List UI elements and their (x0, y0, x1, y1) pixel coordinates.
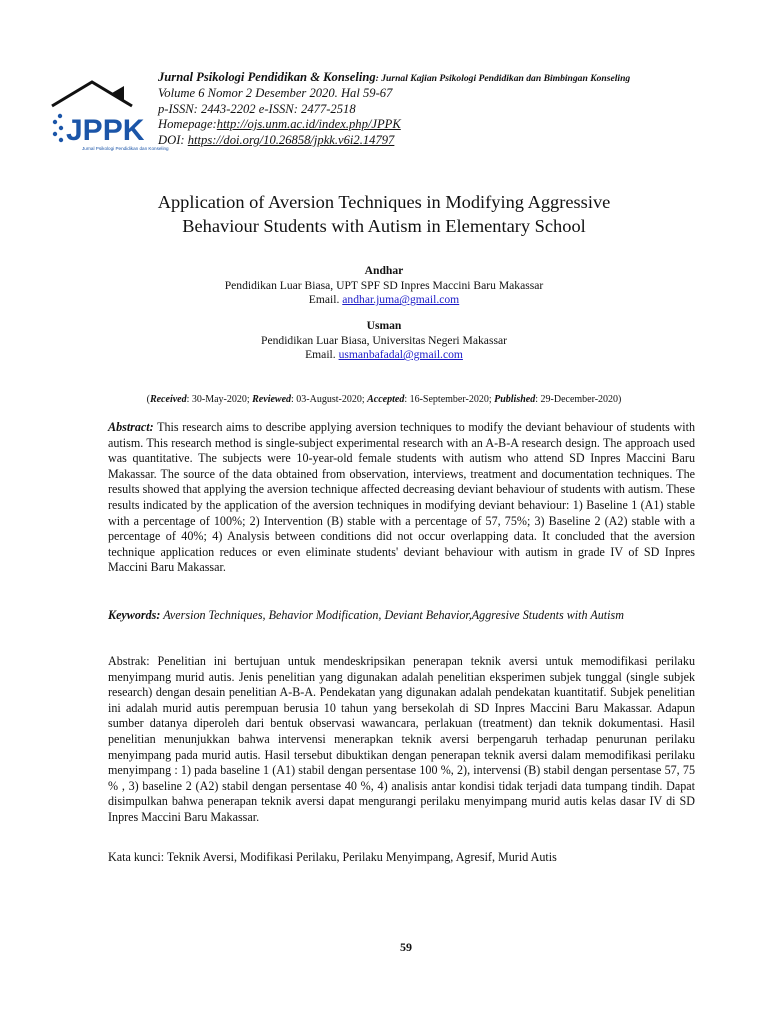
reviewed-label: Reviewed (252, 394, 292, 405)
title-line-2: Behaviour Students with Autism in Elementary School (182, 216, 586, 236)
keywords (108, 608, 695, 624)
journal-issn: p-ISSN: 2443-2202 e-ISSN: 2477-2518 (158, 101, 356, 116)
received-date: : 30-May-2020; (186, 394, 253, 405)
author-block-1 (60, 264, 708, 308)
author-affiliation: Pendidikan Luar Biasa, UPT SPF SD Inpres Maccini Baru Makassar (224, 278, 544, 292)
page-number: 59 (400, 940, 412, 954)
submission-dates: (Received: 30-May-2020; Reviewed: 03-August-2020; Accepted: 16-September-2020; Published: 29-December-2020) (146, 394, 622, 405)
paper-title (60, 190, 708, 238)
journal-name: Jurnal Psikologi Pendidikan & Konseling (158, 70, 376, 84)
accepted-label: Accepted (367, 394, 405, 405)
email-label: Email. (305, 348, 339, 362)
logo-caption: Jurnal Psikologi Pendidikan dan Konseling (82, 146, 169, 151)
abstract-label: Abstract: (108, 420, 154, 434)
email-label: Email. (308, 293, 343, 307)
author-name: Andhar (364, 264, 404, 277)
abstract-text: This research aims to describe applying aversion techniques to modify the deviant behaviour of students with autism. This research method is single-subject experimental research with an A-B-A research design. The approach used was quantitative. The subjects were 10-year-old female students with autism who attend SD Inpres Maccini Baru Makassar. The source of the data obtained from observation, interviews, treatment and documentation techniques. The results showed that applying the aversion technique affected decreasing deviant behaviour of students with autism. These results indicated by the application of the aversion techniques in modifying deviant behaviour: 1) Baseline 1 (A1) stable with a percentage of 100%; 2) Intervention (B) stable with a percentage of 57, 75%; 3) Baseline 2 (A2) stable with a percentage of 40%; 4) Analysis between conditions did not occur overlapping data. It concluded that the aversion technique application reduces or even eliminate students' deviant behaviour with autism in grade IV of SD Inpres Maccini Baru Makassar. (108, 420, 695, 575)
journal-info (158, 70, 748, 148)
published-date: : 29-December-2020) (535, 394, 622, 405)
received-label: Received (149, 394, 187, 405)
keywords-label: Keywords: (108, 608, 161, 622)
author-block-2 (60, 319, 708, 363)
author-email-link[interactable]: usmanbafadal@gmail.com (338, 348, 463, 362)
journal-header (40, 64, 740, 154)
journal-subtitle: : Jurnal Kajian Psikologi Pendidikan dan Bimbingan Konseling (375, 73, 631, 84)
author-email-link[interactable]: andhar.juma@gmail.com (342, 293, 460, 307)
kata-kunci: Kata kunci: Teknik Aversi, Modifikasi Perilaku, Perilaku Menyimpang, Agresif, Murid Autis (108, 850, 557, 864)
author-name: Usman (366, 319, 402, 332)
doi-label: DOI: (158, 132, 188, 147)
title-line-1: Application of Aversion Techniques in Modifying Aggressive (157, 192, 611, 212)
journal-volume: Volume 6 Nomor 2 Desember 2020. Hal 59-67 (158, 86, 393, 101)
author-affiliation: Pendidikan Luar Biasa, Universitas Negeri Makassar (261, 333, 507, 347)
doi-link[interactable]: https://doi.org/10.26858/jpkk.v6i2.14797 (187, 132, 395, 147)
homepage-link[interactable]: http://ojs.unm.ac.id/index.php/JPPK (216, 117, 401, 132)
keywords-text: Aversion Techniques, Behavior Modification, Deviant Behavior,Aggresive Students with Autism (160, 608, 624, 622)
published-label: Published (494, 394, 536, 405)
abstrak: Abstrak: Penelitian ini bertujuan untuk mendeskripsikan penerapan teknik aversi untuk memodifikasi perilaku menyimpang murid autis. Jenis penelitian yang digunakan adalah penelitian eksperimen subjek tunggal (single subjek research) dengan desain penelitian A-B-A. Pendekatan yang digunakan adalah pendekatan kuantitatif. Subjek penelitian ini adalah murid autis perempuan berusia 10 tahun yang bersekolah di SD Inpres Maccini Baru Makassar. Adapun sumber datanya diperoleh dari bentuk observasi wawancara, perlakuan (treatment) dan teknik dokumentasi. Hasil penelitian menunjukkan bahwa intervensi menerapkan teknik aversi berpengaruh terhadap penurunan perilaku menyimpang pada murid autis. Hasil tersebut dibuktikan dengan penerapan teknik aversi dalam memodifikasi perilaku menyimpang : 1) pada baseline 1 (A1) stabil dengan persentase 100 %, 2), intervensi (B) stabil dengan persentase 57, 75 % , 3) baseline 2 (A2) stabil dengan persentase 40 %, 4) analisis antar kondisi tidak terjadi data tumpang tindih. Dapat disimpulkan bahwa penerapan teknik aversi dapat mengurangi perilaku menyimpang murid autis kelas dasar IV di SD Inpres Maccini Baru Makassar. (108, 654, 695, 824)
reviewed-date: : 03-August-2020; (291, 394, 368, 405)
abstract (108, 420, 695, 576)
accepted-date: : 16-September-2020; (404, 394, 495, 405)
homepage-label: Homepage: (158, 117, 217, 132)
logo-text: JPPK (66, 114, 145, 147)
